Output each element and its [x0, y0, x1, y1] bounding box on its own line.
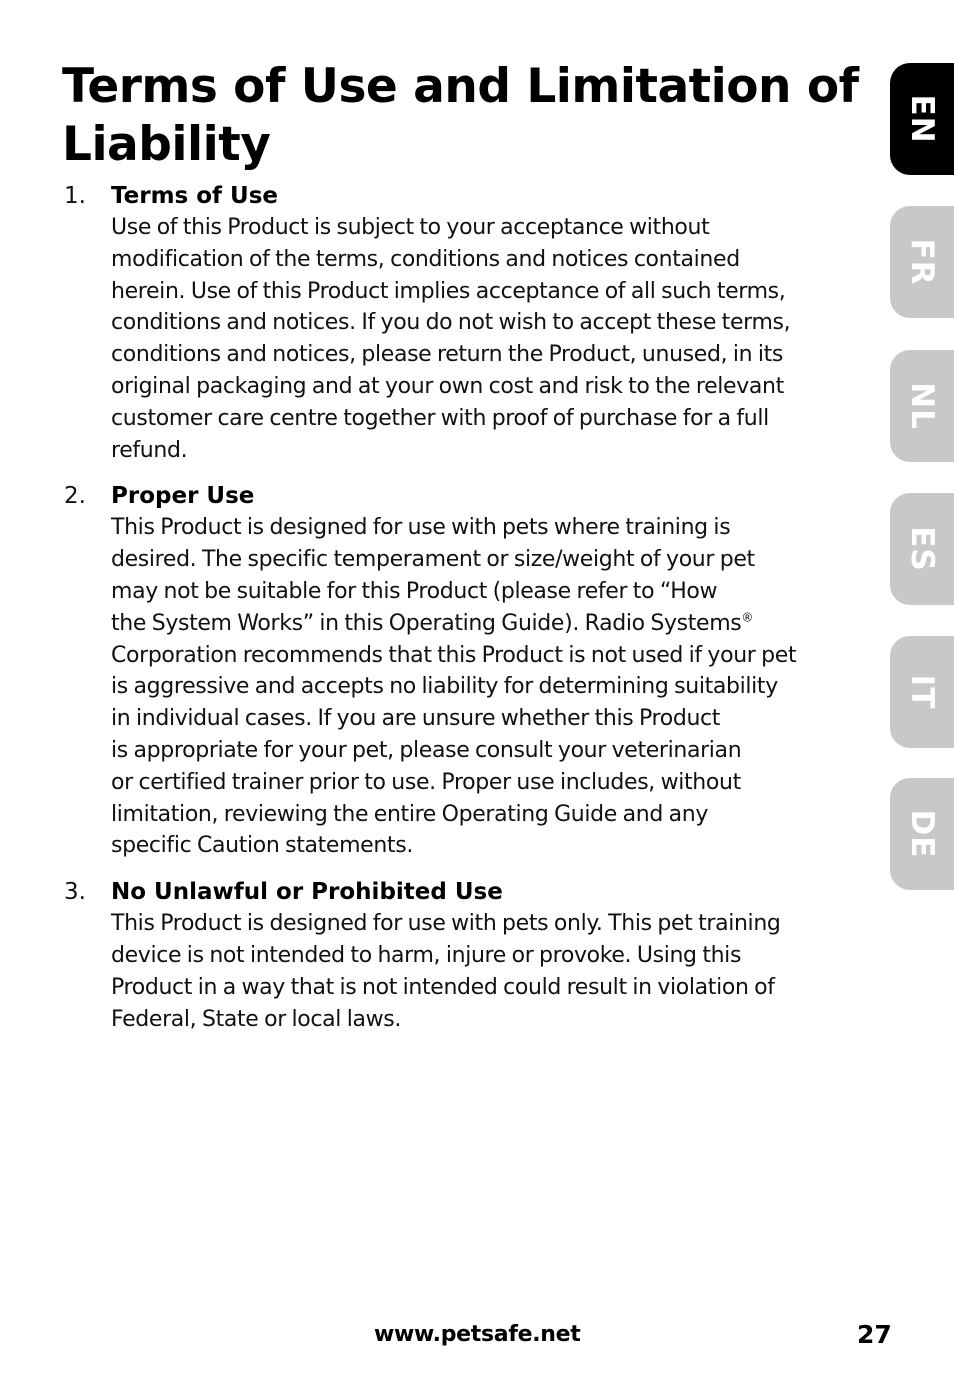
page-number: 27 [857, 1320, 892, 1349]
section-number: 3. [64, 879, 86, 906]
section-proper-use [62, 480, 862, 862]
section-no-unlawful-use [62, 876, 862, 1035]
tab-label: IT [904, 674, 940, 710]
section-heading: Terms of Use [111, 183, 279, 209]
section-body [111, 512, 862, 862]
page-title: Terms of Use and Limitation of Liability [62, 59, 859, 172]
tab-label: DE [904, 809, 940, 859]
tab-language-en[interactable] [890, 63, 954, 175]
section-number: 2. [64, 483, 86, 510]
language-tabs [888, 0, 954, 1400]
tab-label: EN [904, 94, 940, 144]
tab-language-es[interactable] [890, 493, 954, 605]
section-number: 1. [64, 183, 86, 209]
tab-label: ES [904, 526, 940, 572]
section-body-text: Corporation recommends that this Product is not used if your pet is aggressive and accepts no liability for determining suitability in individual cases. If you are unsure whether this Product is appropriate for your pet, please consult your veterinarian or certified trainer prior to use. Proper use includes, without limitation, reviewing the entire Operating Guide and any specific Caution statements. [111, 642, 797, 859]
section-body: Use of this Product is subject to your acceptance without modification of the terms, conditions and notices contained herein. Use of this Product implies acceptance of all such terms, conditions and notices. If you do not wish to accept these terms, conditions and notices, please return the Product, unused, in its original packaging and at your own cost and risk to the relevant customer care centre together with proof of purchase for a full refund. [111, 215, 791, 463]
terms-sections [62, 180, 862, 1049]
section-terms-of-use [62, 180, 862, 466]
section-body: This Product is designed for use with pets only. This pet training device is not intended to harm, injure or provoke. Using this Product in a way that is not intended could result in violation of Federal, State or local laws. [111, 911, 781, 1032]
footer-url[interactable]: www.petsafe.net [374, 1322, 581, 1347]
tab-language-nl[interactable] [890, 350, 954, 462]
tab-label: FR [904, 238, 940, 286]
section-heading: No Unlawful or Prohibited Use [111, 879, 503, 906]
section-body-text: This Product is designed for use with pets where training is desired. The specific temperament or size/weight of your pet may not be suitable for this Product (please refer to “How the System Works” in this Operating Guide). Radio Systems [111, 515, 755, 636]
tab-language-de[interactable] [890, 778, 954, 890]
section-heading: Proper Use [111, 483, 255, 510]
registered-mark: ® [741, 610, 754, 625]
tab-label: NL [904, 382, 940, 430]
tab-language-fr[interactable] [890, 206, 954, 318]
tab-language-it[interactable] [890, 636, 954, 748]
